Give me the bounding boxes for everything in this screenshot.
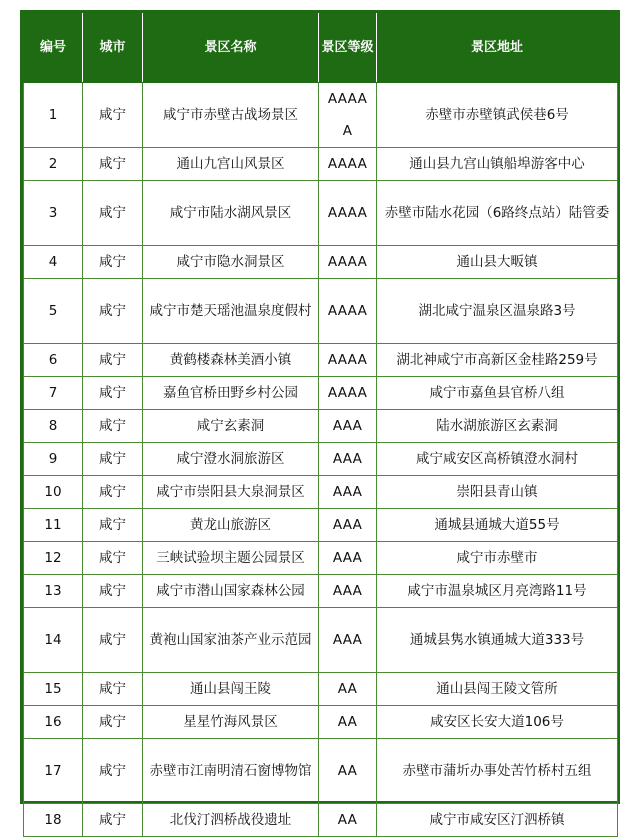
cell-level: AAA [319, 542, 377, 575]
cell-city: 咸宁 [83, 739, 143, 804]
table-row [24, 279, 618, 344]
table-row [24, 509, 618, 542]
cell-name: 咸宁市隐水洞景区 [143, 246, 319, 279]
table-row [24, 804, 618, 837]
cell-city: 咸宁 [83, 410, 143, 443]
cell-name: 咸宁玄素洞 [143, 410, 319, 443]
cell-address: 赤壁市蒲圻办事处苦竹桥村五组 [377, 739, 618, 804]
cell-num: 14 [24, 608, 83, 673]
cell-city: 咸宁 [83, 377, 143, 410]
cell-city: 咸宁 [83, 443, 143, 476]
cell-address: 咸安区长安大道106号 [377, 706, 618, 739]
cell-city: 咸宁 [83, 148, 143, 181]
cell-city: 咸宁 [83, 542, 143, 575]
cell-address: 通山县大畈镇 [377, 246, 618, 279]
cell-level: AAAA [319, 181, 377, 246]
table-row [24, 443, 618, 476]
cell-address: 赤壁市赤壁镇武侯巷6号 [377, 83, 618, 148]
cell-address: 通城县通城大道55号 [377, 509, 618, 542]
cell-city: 咸宁 [83, 279, 143, 344]
cell-level: AA [319, 706, 377, 739]
table-row [24, 148, 618, 181]
cell-name: 咸宁市陆水湖风景区 [143, 181, 319, 246]
table-row [24, 476, 618, 509]
cell-num: 5 [24, 279, 83, 344]
cell-name: 黄龙山旅游区 [143, 509, 319, 542]
cell-name: 通山县闯王陵 [143, 673, 319, 706]
cell-name: 黄鹤楼森林美酒小镇 [143, 344, 319, 377]
cell-name: 咸宁市潜山国家森林公园 [143, 575, 319, 608]
cell-name: 黄袍山国家油茶产业示范园 [143, 608, 319, 673]
cell-address: 崇阳县青山镇 [377, 476, 618, 509]
cell-level: AAAA [319, 279, 377, 344]
cell-address: 咸宁市咸安区汀泗桥镇 [377, 804, 618, 837]
table-row [24, 83, 618, 148]
cell-num: 12 [24, 542, 83, 575]
table-row [24, 246, 618, 279]
table-row [24, 706, 618, 739]
table-row [24, 542, 618, 575]
table-row [24, 344, 618, 377]
scenic-spots-table [23, 13, 618, 837]
cell-level: AAA [319, 410, 377, 443]
cell-level: AAA [319, 575, 377, 608]
cell-num: 11 [24, 509, 83, 542]
cell-city: 咸宁 [83, 509, 143, 542]
cell-num: 7 [24, 377, 83, 410]
cell-num: 17 [24, 739, 83, 804]
cell-level: AA [319, 673, 377, 706]
table-row [24, 181, 618, 246]
cell-address: 通山县闯王陵文管所 [377, 673, 618, 706]
cell-name: 赤壁市江南明清石窗博物馆 [143, 739, 319, 804]
table-header-row [24, 14, 618, 83]
cell-num: 9 [24, 443, 83, 476]
cell-level: AAAA [319, 148, 377, 181]
cell-name: 嘉鱼官桥田野乡村公园 [143, 377, 319, 410]
cell-level: AAAAA [319, 83, 377, 148]
cell-city: 咸宁 [83, 804, 143, 837]
cell-level: AA [319, 804, 377, 837]
cell-num: 16 [24, 706, 83, 739]
cell-level: AAA [319, 443, 377, 476]
cell-city: 咸宁 [83, 181, 143, 246]
cell-level: AAAA [319, 344, 377, 377]
cell-address: 咸宁市嘉鱼县官桥八组 [377, 377, 618, 410]
cell-address: 咸宁市温泉城区月亮湾路11号 [377, 575, 618, 608]
table-row [24, 673, 618, 706]
cell-name: 咸宁市崇阳县大泉洞景区 [143, 476, 319, 509]
cell-address: 咸宁市赤壁市 [377, 542, 618, 575]
table-body [24, 83, 618, 837]
cell-address: 赤壁市陆水花园（6路终点站）陆管委 [377, 181, 618, 246]
cell-num: 8 [24, 410, 83, 443]
header-address: 景区地址 [377, 14, 618, 83]
header-city: 城市 [83, 14, 143, 83]
cell-city: 咸宁 [83, 83, 143, 148]
cell-level: AAA [319, 509, 377, 542]
cell-num: 6 [24, 344, 83, 377]
cell-address: 湖北咸宁温泉区温泉路3号 [377, 279, 618, 344]
cell-city: 咸宁 [83, 246, 143, 279]
header-name: 景区名称 [143, 14, 319, 83]
cell-name: 通山九宫山风景区 [143, 148, 319, 181]
cell-city: 咸宁 [83, 673, 143, 706]
table-row [24, 410, 618, 443]
table-row [24, 608, 618, 673]
cell-city: 咸宁 [83, 706, 143, 739]
cell-name: 咸宁市楚天瑶池温泉度假村 [143, 279, 319, 344]
cell-address: 通山县九宫山镇船埠游客中心 [377, 148, 618, 181]
table-row [24, 739, 618, 804]
cell-city: 咸宁 [83, 575, 143, 608]
cell-num: 13 [24, 575, 83, 608]
cell-level: AAA [319, 476, 377, 509]
table-row [24, 575, 618, 608]
cell-num: 3 [24, 181, 83, 246]
cell-level: AA [319, 739, 377, 804]
cell-city: 咸宁 [83, 344, 143, 377]
table-row [24, 377, 618, 410]
cell-name: 咸宁市赤壁古战场景区 [143, 83, 319, 148]
cell-num: 2 [24, 148, 83, 181]
scenic-spots-table-frame [20, 10, 620, 828]
cell-name: 北伐汀泗桥战役遗址 [143, 804, 319, 837]
cell-num: 10 [24, 476, 83, 509]
cell-level: AAAA [319, 246, 377, 279]
cell-name: 三峡试验坝主题公园景区 [143, 542, 319, 575]
cell-level: AAAA [319, 377, 377, 410]
cell-num: 4 [24, 246, 83, 279]
cell-num: 1 [24, 83, 83, 148]
cell-address: 湖北神咸宁市高新区金桂路259号 [377, 344, 618, 377]
cell-address: 陆水湖旅游区玄素洞 [377, 410, 618, 443]
cell-city: 咸宁 [83, 476, 143, 509]
cell-num: 18 [24, 804, 83, 837]
cell-address: 通城县隽水镇通城大道333号 [377, 608, 618, 673]
cell-name: 星星竹海风景区 [143, 706, 319, 739]
cell-num: 15 [24, 673, 83, 706]
cell-name: 咸宁澄水洞旅游区 [143, 443, 319, 476]
header-num: 编号 [24, 14, 83, 83]
cell-address: 咸宁咸安区高桥镇澄水洞村 [377, 443, 618, 476]
cell-city: 咸宁 [83, 608, 143, 673]
cell-level: AAA [319, 608, 377, 673]
header-level: 景区等级 [319, 14, 377, 83]
